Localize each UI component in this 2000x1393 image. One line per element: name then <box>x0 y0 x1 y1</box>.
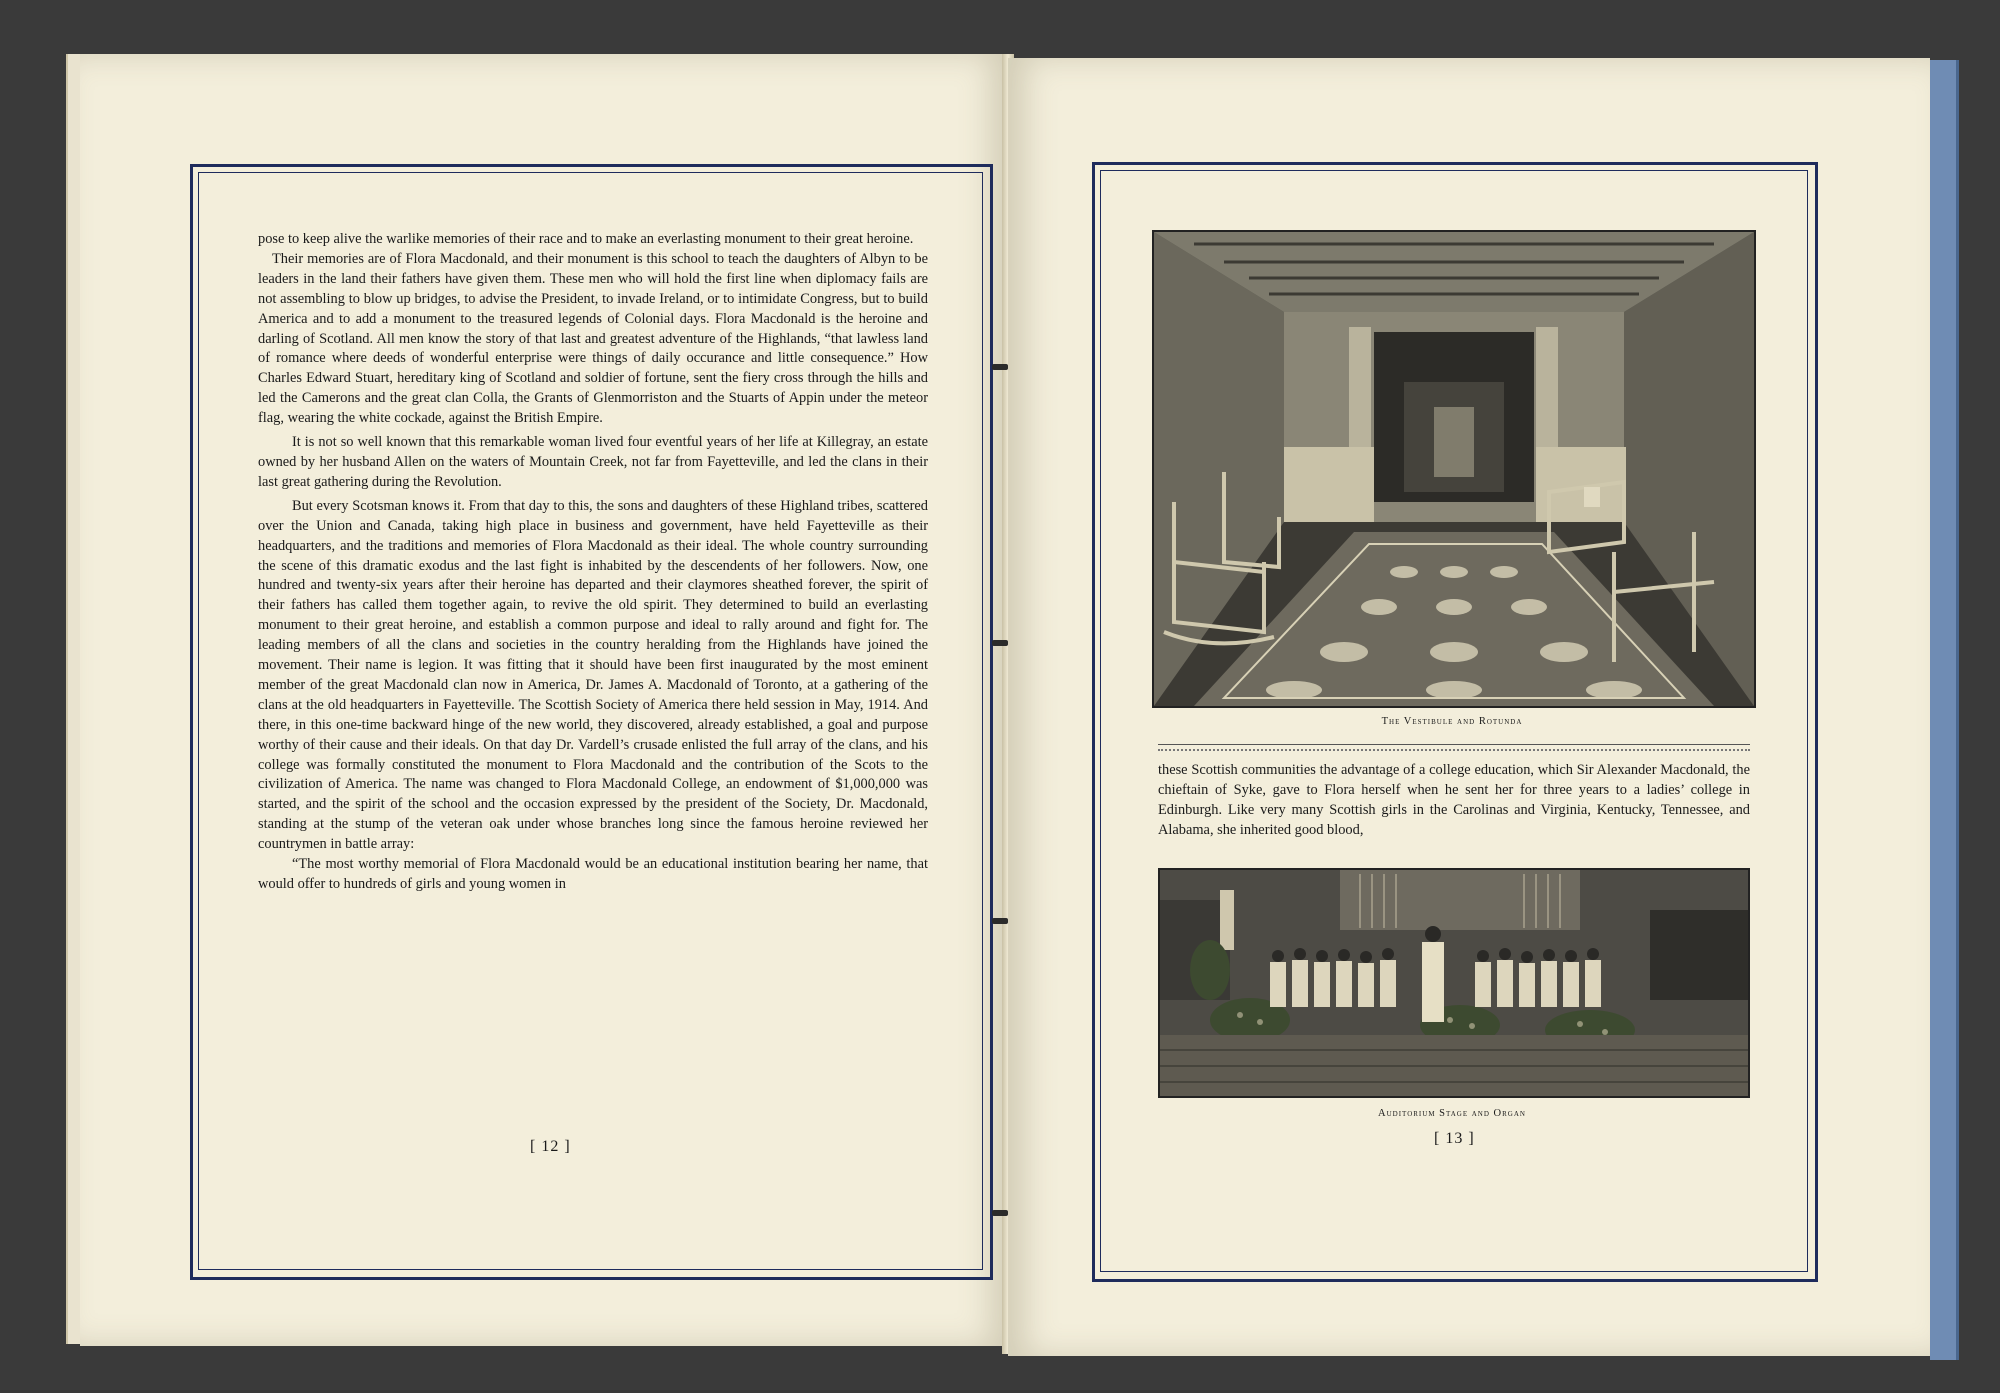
page-number: [ 12 ] <box>530 1138 571 1155</box>
page-12 <box>80 54 1008 1346</box>
binding-stitch <box>992 364 1008 370</box>
paragraph: these Scottish communities the advantage of a college education, which Sir Alexander Macdonald, the chieftain of Syke, gave to Flora herself when he sent her for three years to a ladies’ college in Edinburgh. Like very many Scottish girls in the Carolinas and Virginia, Kentucky, Tennessee, and Alabama, she inherited good blood, <box>1158 762 1750 838</box>
auditorium-illustration <box>1160 870 1748 1096</box>
paragraph: “The most worthy memorial of Flora Macdonald would be an educational institution bearing her name, that would offer to hundreds of girls and young women in <box>258 856 928 892</box>
binding-stitch <box>992 918 1008 924</box>
body-text <box>1158 760 1750 840</box>
page-13 <box>1008 58 1930 1356</box>
photo-caption: The Vestibule and Rotunda <box>1381 716 1523 727</box>
vestibule-illustration <box>1154 232 1754 706</box>
back-cover-edge <box>1930 60 1959 1360</box>
paragraph: pose to keep alive the warlike memories of their race and to make an everlasting monument to their great heroine. <box>258 231 914 247</box>
photo-caption: Auditorium Stage and Organ <box>1378 1108 1526 1119</box>
paragraph: Their memories are of Flora Macdonald, and their monument is this school to teach the daughters of Albyn to be leaders in the land their fathers have given them. These men who will hold the first line when diplomacy fails are not assembling to blow up bridges, to advise the President, to invade Ireland, or to intimidate Congress, but to build America and to add a monument to the treasured legends of Colonial days. Flora Macdonald is the heroine and darling of Scotland. All men know the story of that last and greatest adventure of the Highlands, “that lawless land of romance where deeds of wonderful enterprise were things of daily occurance and little consequence.” How Charles Edward Stuart, hereditary king of Scotland and soldier of fortune, sent the fiery cross through the hills and led the Camerons and the great clan Colla, the Grants of Glenmorriston and the Stuarts of Appin under the meteor flag, wearing the white cockade, against the British Empire. <box>258 250 928 427</box>
binding-stitch <box>992 640 1008 646</box>
vestibule-rotunda-photo <box>1152 230 1756 708</box>
paragraph: But every Scotsman knows it. From that day to this, the sons and daughters of these Highland tribes, scattered over the Union and Canada, taking high place in business and government, have held Fayetteville as their headquarters, and the traditions and memories of Flora Macdonald as their ideal. The whole country surrounding the scene of this dramatic exodus and the last fight is inhabited by the descendents of her followers. Now, one hundred and twenty-six years after their heroine has departed and their claymores sheathed forever, the spirit of their fathers has called them together again, to revive the old spirit. They determined to build an everlasting monument to their great heroine, and establish a common purpose and ideal to rally around and fight for. The leading members of all the clans and societies in the country heralding from the Highlands have joined the movement. Their name is legion. It was fitting that it should have been first inaugurated by the most eminent member of the great Macdonald clan now in America, Dr. James A. Macdonald of Toronto, at a gathering of the clans at the old headquarters in Fayetteville. The Scottish Society of America there held session in May, 1914. And there, in this one-time backward hinge of the new world, they discovered, already established, a goal and purpose worthy of their cause and their ideals. On that day Dr. Vardell’s crusade enlisted the full array of the clans, and his college was formally constituted the monument to Flora Macdonald and the contribution of the Scots to the civilization of America. The name was changed to Flora Macdonald College, an endowment of $1,000,000 was started, and the spirit of the school and the occasion expressed by the president of the Society, Dr. Macdonald, standing at the stump of the veteran oak under whose branches long since the famous heroine reviewed her countrymen in battle array: <box>258 497 928 853</box>
page-number: [ 13 ] <box>1434 1130 1475 1147</box>
section-divider <box>1158 744 1750 751</box>
body-text <box>258 230 928 895</box>
auditorium-stage-photo <box>1158 868 1750 1098</box>
binding-stitch <box>992 1210 1008 1216</box>
paragraph: It is not so well known that this remarkable woman lived four eventful years of her life at Killegray, an estate owned by her husband Allen on the waters of Mountain Creek, not far from Fayetteville, and led the clans in their last great gathering during the Revolution. <box>258 434 928 490</box>
